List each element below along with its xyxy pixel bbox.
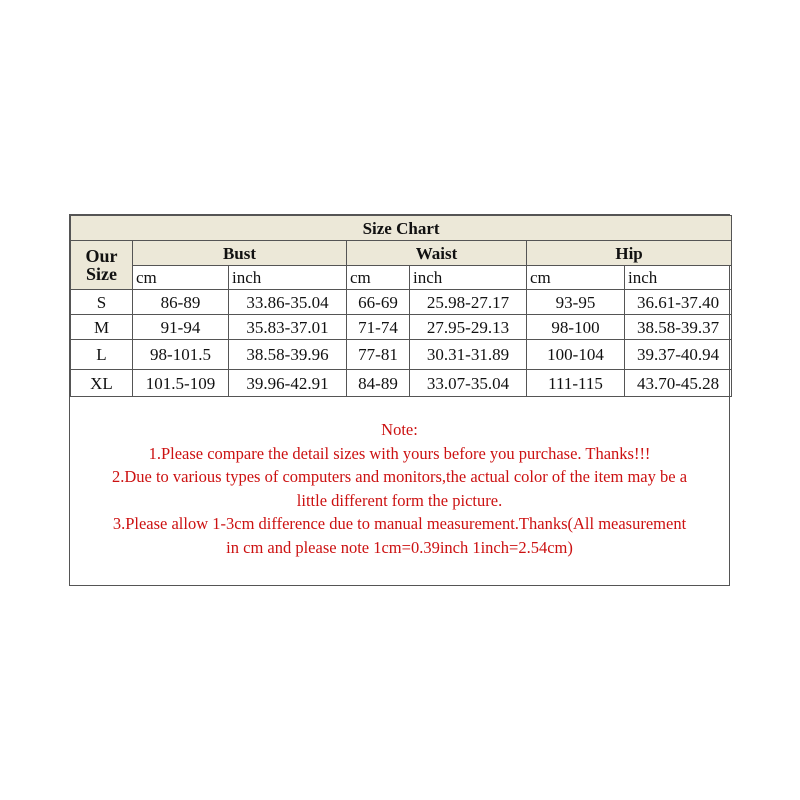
table-row xyxy=(71,340,732,370)
size-column-header xyxy=(71,241,133,290)
size-header-line-1: Our xyxy=(85,246,118,266)
bust-inch-cell: 35.83-37.01 xyxy=(229,315,347,340)
hip-inch-cell: 38.58-39.37 xyxy=(625,315,732,340)
group-header-bust: Bust xyxy=(133,241,347,266)
table-title: Size Chart xyxy=(71,216,732,241)
group-header-waist: Waist xyxy=(347,241,527,266)
unit-header-inch: inch xyxy=(410,266,527,290)
bust-cm-cell: 91-94 xyxy=(133,315,229,340)
hip-inch-cell: 36.61-37.40 xyxy=(625,290,732,315)
hip-cm-cell: 93-95 xyxy=(527,290,625,315)
size-table xyxy=(70,215,732,397)
waist-inch-cell: 33.07-35.04 xyxy=(410,370,527,397)
hip-cm-cell: 98-100 xyxy=(527,315,625,340)
bust-inch-cell: 38.58-39.96 xyxy=(229,340,347,370)
bust-inch-cell: 39.96-42.91 xyxy=(229,370,347,397)
note-line: little different form the picture. xyxy=(296,490,503,510)
unit-header-cm: cm xyxy=(347,266,410,290)
note-line: 3.Please allow 1-3cm difference due to manual measurement.Thanks(All measurement xyxy=(112,514,687,533)
hip-inch-cell: 43.70-45.28 xyxy=(625,370,732,397)
size-cell: M xyxy=(71,315,133,340)
note-block xyxy=(70,418,729,559)
size-header-line-2: Size xyxy=(86,264,117,284)
table-row xyxy=(71,290,732,315)
hip-inch-cell: 39.37-40.94 xyxy=(625,340,732,370)
size-cell: S xyxy=(71,290,133,315)
hip-cm-cell: 111-115 xyxy=(527,370,625,397)
table-row xyxy=(71,370,732,397)
waist-cm-cell: 84-89 xyxy=(347,370,410,397)
bust-cm-cell: 98-101.5 xyxy=(133,340,229,370)
waist-inch-cell: 27.95-29.13 xyxy=(410,315,527,340)
waist-cm-cell: 71-74 xyxy=(347,315,410,340)
unit-header-cm: cm xyxy=(527,266,625,290)
note-line: 2.Due to various types of computers and monitors,the actual color of the item may be a xyxy=(111,467,688,486)
group-header-hip: Hip xyxy=(527,241,732,266)
note-heading: Note: xyxy=(381,420,418,439)
waist-inch-cell: 30.31-31.89 xyxy=(410,340,527,370)
unit-header-inch: inch xyxy=(625,266,732,290)
hip-cm-cell: 100-104 xyxy=(527,340,625,370)
bust-cm-cell: 86-89 xyxy=(133,290,229,315)
size-chart-sheet xyxy=(69,214,730,586)
note-line: 1.Please compare the detail sizes with yours before you purchase. Thanks!!! xyxy=(148,443,651,463)
unit-header-inch: inch xyxy=(229,266,347,290)
size-cell: XL xyxy=(71,370,133,397)
table-row xyxy=(71,315,732,340)
note-line: in cm and please note 1cm=0.39inch 1inch=2.54cm) xyxy=(226,537,573,557)
bust-inch-cell: 33.86-35.04 xyxy=(229,290,347,315)
waist-inch-cell: 25.98-27.17 xyxy=(410,290,527,315)
bust-cm-cell: 101.5-109 xyxy=(133,370,229,397)
size-cell: L xyxy=(71,340,133,370)
waist-cm-cell: 77-81 xyxy=(347,340,410,370)
waist-cm-cell: 66-69 xyxy=(347,290,410,315)
unit-header-cm: cm xyxy=(133,266,229,290)
